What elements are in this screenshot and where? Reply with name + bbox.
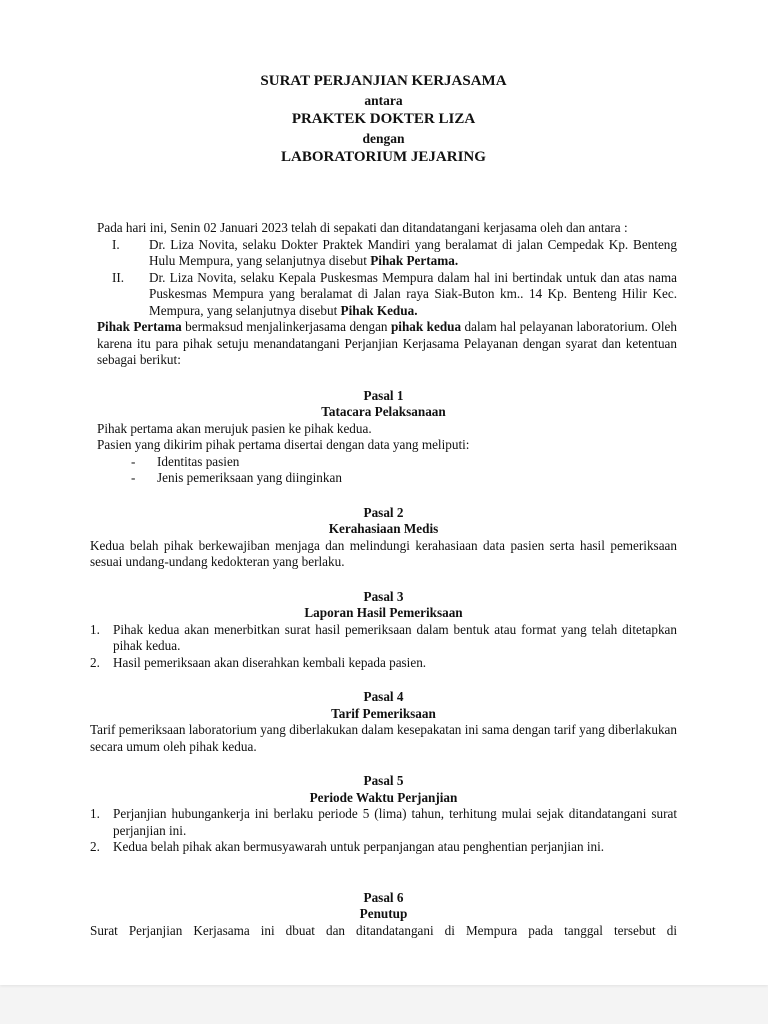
pasal-1-number: Pasal 1 [363,387,404,403]
list-item [90,839,677,856]
list-item-number: 2. [90,839,100,854]
list-item-number: 1. [90,621,100,637]
list-item-text: Hasil pemeriksaan akan diserahkan kembali kepada pasien. [113,654,427,670]
pasal-4-text: Tarif pemeriksaan laboratorium yang diberlakukan dalam kesepakatan ini sama dengan tarif yang diberlakukan secara umum oleh pihak kedua. [90,722,677,754]
pasal-5-heading [90,773,677,806]
pasal-6-text: Surat Perjanjian Kerjasama ini dbuat dan ditandatangani di Mempura pada tanggal tersebut di [90,922,677,938]
list-item-text: Perjanjian hubungankerja ini berlaku periode 5 (lima) tahun, terhitung mulai sejak ditandatangani surat perjanjian ini. [113,806,677,838]
list-item-number: 1. [90,806,100,821]
list-item [131,454,677,471]
purpose-bold-2: pihak kedua [390,319,462,334]
list-item [90,655,677,672]
bullet-dash: - [131,470,136,485]
pasal-6-heading [90,890,677,923]
purpose-bold-1: Pihak Pertama [97,319,182,334]
intro-opening: Pada hari ini, Senin 02 Januari 2023 telah di sepakati dan ditandatangani kerjasama oleh dan antara : [97,220,628,235]
list-item [90,622,677,655]
party-number: II. [112,269,125,285]
document-title [90,72,677,167]
pasal-5-number: Pasal 5 [363,773,404,788]
list-item [131,470,677,487]
party-item [97,237,677,270]
document-body [90,72,677,939]
purpose-text-1: bermaksud menjalinkerjasama dengan [181,319,391,334]
party-number: I. [112,236,120,252]
title-line-4: dengan [362,131,405,146]
pasal-3-heading [90,589,677,622]
pasal-6-number: Pasal 6 [363,889,404,905]
party-text [149,237,677,270]
pasal-3-number: Pasal 3 [363,588,404,604]
pasal-5-title: Periode Waktu Perjanjian [309,789,458,805]
purpose-text-2: dalam hal pelayanan laboratorium. Oleh karena itu para pihak setuju menandatangani Perjanjian Kerjasama Pelayanan dengan syarat dan ketentuan sebagai berikut: [97,319,678,367]
party-text [149,270,677,320]
bullet-dash: - [131,453,136,469]
list-item-text: Pihak kedua akan menerbitkan surat hasil pemeriksaan dalam bentuk atau format yang telah ditetapkan pihak kedua. [113,621,677,653]
pasal-4-number: Pasal 4 [363,689,404,704]
pasal-2-number: Pasal 2 [363,504,404,520]
list-item-text: Identitas pasien [157,453,240,469]
title-line-5: LABORATORIUM JEJARING [281,149,486,165]
list-item [90,806,677,839]
pasal-1-heading [90,388,677,421]
party-item [97,270,677,320]
party-desc: Dr. Liza Novita, selaku Dokter Praktek Mandiri yang beralamat di jalan Cempedak Kp. Benteng Hulu Mempura, yang selanjutnya disebut [149,236,677,268]
pasal-6-title: Penutup [359,906,408,921]
list-item-text: Kedua belah pihak akan bermusyawarah untuk perpanjangan atau penghentian perjanjian ini. [113,839,605,854]
party-desc: Dr. Liza Novita, selaku Kepala Puskesmas Mempura dalam hal ini bertindak untuk dan atas nama Puskesmas Mempura yang beralamat di Jalan raya Siak-Buton km.. 14 Kp. Benteng Hilir Kec. Mempura, yang selanjutnya disebut [149,269,677,318]
pasal-1-title: Tatacara Pelaksanaan [321,404,446,419]
intro-purpose [90,319,677,369]
party-role: Pihak Kedua. [340,302,418,318]
list-item-text: Jenis pemeriksaan yang diinginkan [157,470,342,485]
pasal-2-title: Kerahasiaan Medis [328,521,439,536]
pasal-1-line-2: Pasien yang dikirim pihak pertama disertai dengan data yang meliputi: [97,437,470,452]
pasal-4-heading [90,689,677,722]
pasal-2-text: Kedua belah pihak berkewajiban menjaga dan melindungi kerahasiaan data pasien serta hasil pemeriksaan sesuai undang-undang kedokteran yang berlaku. [90,537,677,569]
title-line-2: antara [364,93,403,108]
pasal-3-title: Laporan Hasil Pemeriksaan [304,605,463,620]
party-role: Pihak Pertama. [370,253,459,268]
title-line-1: SURAT PERJANJIAN KERJASAMA [260,73,507,89]
title-line-3: PRAKTEK DOKTER LIZA [291,111,476,127]
pasal-1-line-1: Pihak pertama akan merujuk pasien ke pihak kedua. [97,420,372,436]
pasal-2-heading [90,505,677,538]
list-item-number: 2. [90,654,100,670]
pasal-4-title: Tarif Pemeriksaan [331,705,436,721]
